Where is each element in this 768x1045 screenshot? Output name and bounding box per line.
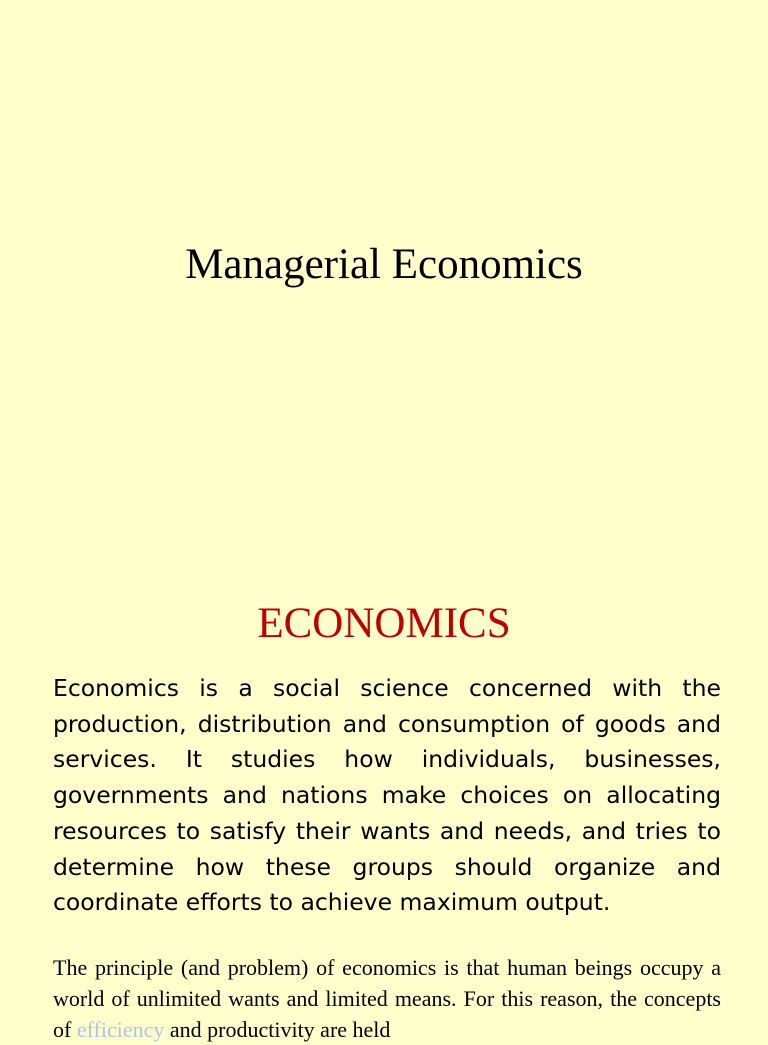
definition-paragraph: Economics is a social science concerned with the production, distribution and consumption of goods and services. It studies how individuals, businesses, governments and nations make choices on allocating resources to satisfy their wants and needs, and tries to determine how these groups should organize and coordinate efforts to achieve maximum output. bbox=[53, 674, 721, 917]
principle-text: The principle (and problem) of economics is that human beings occupy a world of unlimited wants and limited means. For this bbox=[53, 955, 721, 1011]
principle-text-cut-b: and productivity are held bbox=[164, 1017, 391, 1042]
principle-paragraph bbox=[53, 952, 721, 1045]
principle-text-cut-a: reason, the concepts of bbox=[53, 986, 721, 1042]
slide-title: Managerial Economics bbox=[185, 241, 583, 288]
section-heading: ECONOMICS bbox=[257, 600, 511, 647]
efficiency-link[interactable]: efficiency bbox=[76, 1017, 165, 1042]
economics-slide bbox=[0, 576, 768, 1042]
